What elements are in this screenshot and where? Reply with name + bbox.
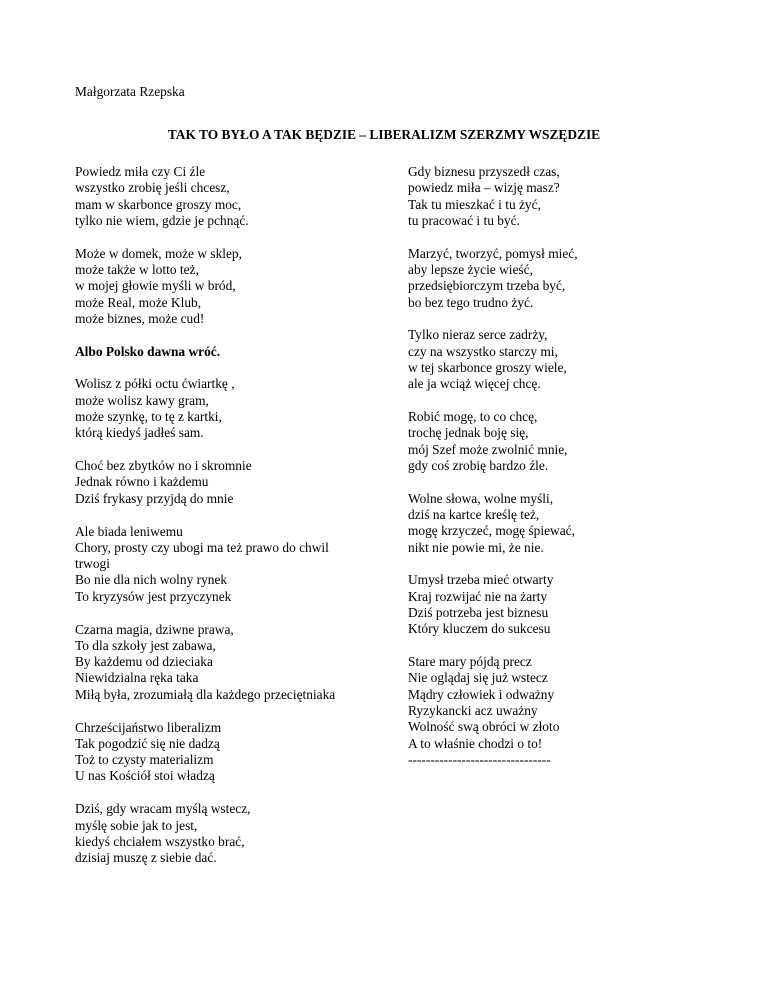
verse-line: To kryzysów jest przyczynek	[75, 588, 232, 604]
verse-line: Wolisz z półki octu ćwiartkę ,	[75, 376, 235, 392]
verse-line: Dziś, gdy wracam myślą wstecz,	[75, 801, 251, 817]
poem-title: TAK TO BYŁO A TAK BĘDZIE – LIBERALIZM SZERZMY WSZĘDZIE	[167, 127, 601, 142]
verse-line: Chrześcijaństwo liberalizm	[75, 719, 222, 735]
verse-line: Ale biada leniwemu	[75, 523, 183, 539]
stanza	[408, 491, 708, 556]
verse-line: może Real, może Klub,	[75, 294, 202, 310]
verse-line: powiedz miła – wizję masz?	[408, 180, 560, 196]
verse-line: Mądry człowiek i odważny	[408, 686, 555, 702]
verse-line: trochę jednak boję się,	[408, 425, 529, 441]
verse-line: Umysł trzeba mieć otwarty	[408, 572, 554, 588]
stanza	[408, 327, 708, 392]
stanza	[408, 246, 708, 311]
verse-line: którą kiedyś jadłeś sam.	[75, 425, 204, 441]
stanza	[408, 164, 708, 229]
verse-line: może biznes, może cud!	[75, 310, 205, 326]
right-column	[408, 164, 708, 785]
verse-line: Niewidzialna ręka taka	[75, 670, 199, 686]
verse-line: Tak tu mieszkać i tu żyć,	[408, 196, 541, 212]
verse-line: Stare mary pójdą precz	[408, 654, 532, 670]
verse-line: A to właśnie chodzi o to!	[408, 735, 543, 751]
stanza	[408, 654, 708, 768]
stanza	[75, 720, 375, 785]
verse-line: To dla szkoły jest zabawa,	[75, 637, 216, 653]
stanza	[75, 164, 375, 229]
verse-line: Który kluczem do sukcesu	[408, 621, 551, 637]
verse-line: Miłą była, zrozumiałą dla każdego przeciętniaka	[75, 686, 336, 702]
verse-line: Robić mogę, to co chcę,	[408, 409, 538, 425]
verse-line: Powiedz miła czy Ci źle	[75, 164, 206, 179]
verse-line: przedsiębiorczym trzeba być,	[408, 278, 566, 294]
verse-line: w tej skarbonce groszy wiele,	[408, 359, 567, 375]
verse-line: Czarna magia, dziwne prawa,	[75, 621, 234, 637]
verse-line: Gdy biznesu przyszedł czas,	[408, 164, 560, 179]
verse-line: mogę krzyczeć, mogę śpiewać,	[408, 523, 575, 539]
verse-line: nikt nie powie mi, że nie.	[408, 539, 544, 555]
verse-line: Toż to czysty materializm	[75, 752, 214, 768]
verse-line: bo bez tego trudno żyć.	[408, 294, 534, 310]
verse-line: --------------------------------	[408, 751, 551, 767]
verse-line: Dziś frykasy przyjdą do mnie	[75, 490, 234, 506]
verse-line: Bo nie dla nich wolny rynek	[75, 572, 228, 588]
verse-line: może także w lotto też,	[75, 261, 199, 277]
verse-line: tylko nie wiem, gdzie je pchnąć.	[75, 212, 249, 228]
stanza	[75, 376, 375, 441]
verse-line: ale ja wciąż więcej chcę.	[408, 376, 541, 392]
verse-line: Kraj rozwijać nie na żarty	[408, 588, 548, 604]
verse-line: Choć bez zbytków no i skromnie	[75, 458, 252, 474]
verse-line: czy na wszystko starczy mi,	[408, 343, 558, 359]
author-name: Małgorzata Rzepska	[75, 84, 185, 99]
left-column	[75, 164, 375, 883]
verse-line: Wolne słowa, wolne myśli,	[408, 490, 554, 506]
section-heading: Albo Polsko dawna wróć.	[75, 343, 221, 359]
verse-line: Wolność swą obróci w złoto	[408, 719, 560, 735]
verse-line: tu pracować i tu być.	[408, 212, 520, 228]
stanza	[408, 409, 708, 474]
verse-line: myślę sobie jak to jest,	[75, 817, 198, 833]
stanza	[75, 622, 375, 703]
stanza	[408, 572, 708, 637]
verse-line: może szynkę, to tę z kartki,	[75, 409, 222, 425]
verse-line: gdy coś zrobię bardzo źle.	[408, 457, 549, 473]
stanza	[75, 246, 375, 327]
verse-line: Marzyć, tworzyć, pomysł mieć,	[408, 245, 578, 261]
verse-line: aby lepsze życie wieść,	[408, 261, 533, 277]
verse-line: mam w skarbonce groszy moc,	[75, 196, 242, 212]
verse-line: mój Szef może zwolnić mnie,	[408, 441, 568, 457]
stanza	[75, 524, 375, 605]
verse-line: w mojej głowie myśli w bród,	[75, 278, 236, 294]
verse-line: wszystko zrobię jeśli chcesz,	[75, 180, 230, 196]
verse-line: Ryzykancki acz uważny	[408, 703, 538, 719]
verse-line: może wolisz kawy gram,	[75, 392, 209, 408]
verse-line: Chory, prosty czy ubogi ma też prawo do chwil trwogi	[75, 539, 329, 572]
verse-line: By każdemu od dzieciaka	[75, 654, 213, 670]
stanza	[75, 458, 375, 507]
verse-line: U nas Kościół stoi władzą	[75, 768, 215, 784]
stanza	[75, 801, 375, 866]
verse-line: kiedyś chciałem wszystko brać,	[75, 833, 245, 849]
verse-line: Tak pogodzić się nie dadzą	[75, 735, 220, 751]
verse-line: Jednak równo i każdemu	[75, 474, 209, 490]
verse-line: dzisiaj muszę z siebie dać.	[75, 850, 217, 866]
verse-line: dziś na kartce kreślę też,	[408, 507, 540, 523]
verse-line: Nie oglądaj się już wstecz	[408, 670, 548, 686]
verse-line: Może w domek, może w sklep,	[75, 245, 242, 261]
verse-line: Dziś potrzeba jest biznesu	[408, 605, 549, 621]
verse-line: Tylko nieraz serce zadrży,	[408, 327, 548, 343]
